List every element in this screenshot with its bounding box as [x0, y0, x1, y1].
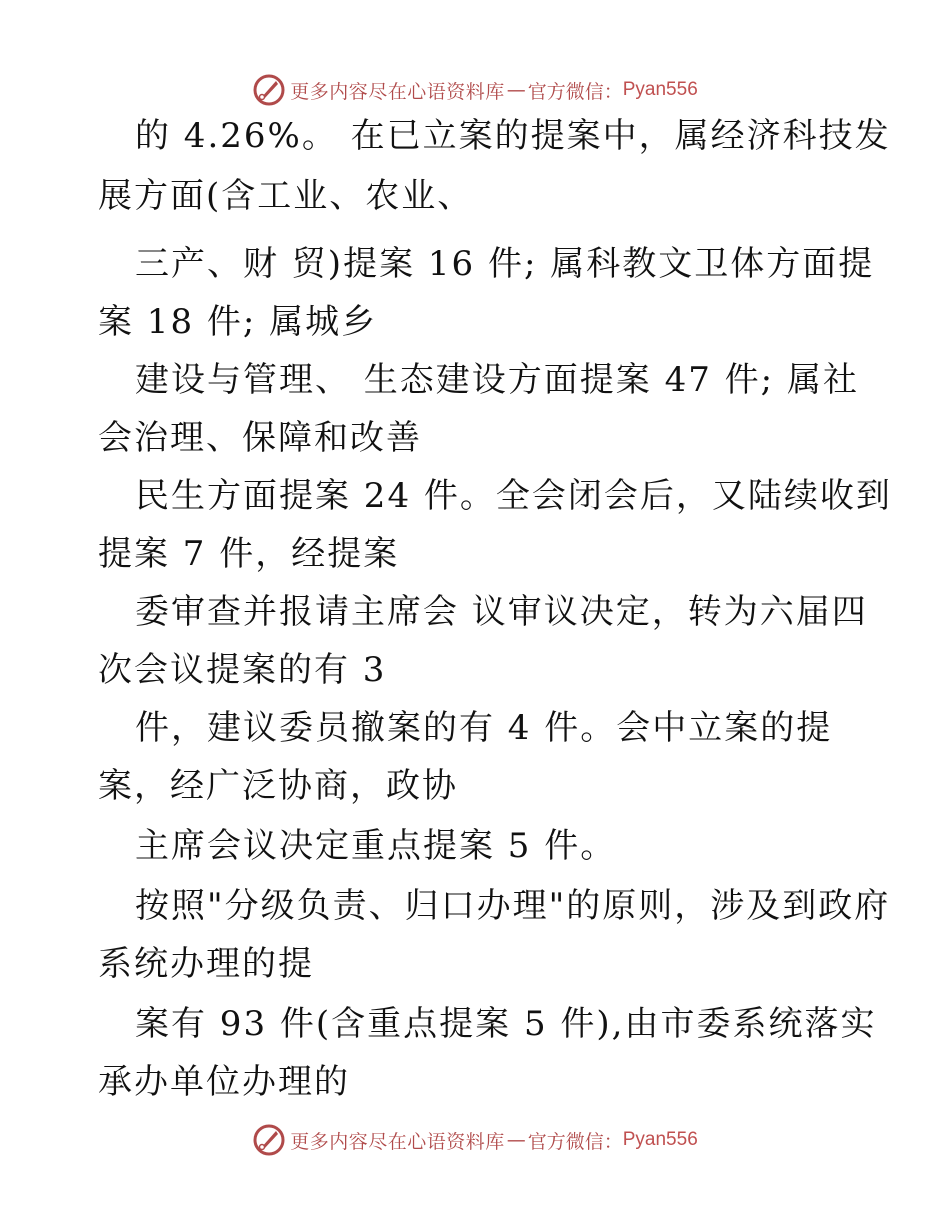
- watermark-wechat-label: 官方微信：: [527, 80, 623, 103]
- footer-watermark: [0, 1122, 950, 1158]
- watermark-dash: —: [506, 79, 526, 101]
- text-line: 按照"分级负责、归口办理"的原则，涉及到政府: [135, 886, 891, 926]
- text-line: 的 4.26%。 在已立案的提案中，属经济科技发: [135, 116, 891, 156]
- watermark-wechat-id: Pyan556: [622, 79, 698, 100]
- text-line: 民生方面提案 24 件。全会闭会后，又陆续收到: [135, 476, 892, 516]
- header-watermark: [0, 72, 950, 108]
- text-line: 案，经广泛协商，政协: [98, 766, 458, 806]
- watermark-wechat-id: Pyan556: [622, 1129, 698, 1150]
- watermark-dash: —: [506, 1129, 526, 1151]
- text-line: 建设与管理、 生态建设方面提案 47 件; 属社: [135, 360, 859, 400]
- text-line: 展方面(含工业、农业、: [98, 176, 474, 216]
- text-line: 三产、财 贸)提案 16 件; 属科教文卫体方面提: [135, 244, 875, 284]
- text-line: 案 18 件; 属城乡: [98, 302, 378, 342]
- text-line: 件，建议委员撤案的有 4 件。会中立案的提: [135, 708, 833, 748]
- quill-logo-icon: [252, 1123, 286, 1157]
- text-line: 承办单位办理的: [98, 1062, 350, 1102]
- text-line: 系统办理的提: [98, 944, 314, 984]
- text-line: 委审查并报请主席会 议审议决定，转为六届四: [135, 592, 868, 632]
- text-line: 案有 93 件(含重点提案 5 件),由市委系统落实: [135, 1004, 877, 1044]
- text-line: 次会议提案的有 3: [98, 650, 387, 690]
- text-line: 会治理、保障和改善: [98, 418, 422, 458]
- watermark-text: 更多内容尽在心语资料库: [290, 80, 505, 103]
- text-line: 提案 7 件，经提案: [98, 534, 400, 574]
- text-line: 主席会议决定重点提案 5 件。: [135, 826, 617, 866]
- quill-logo-icon: [252, 73, 286, 107]
- watermark-text: 更多内容尽在心语资料库: [290, 1130, 505, 1153]
- watermark-wechat-label: 官方微信：: [527, 1130, 623, 1153]
